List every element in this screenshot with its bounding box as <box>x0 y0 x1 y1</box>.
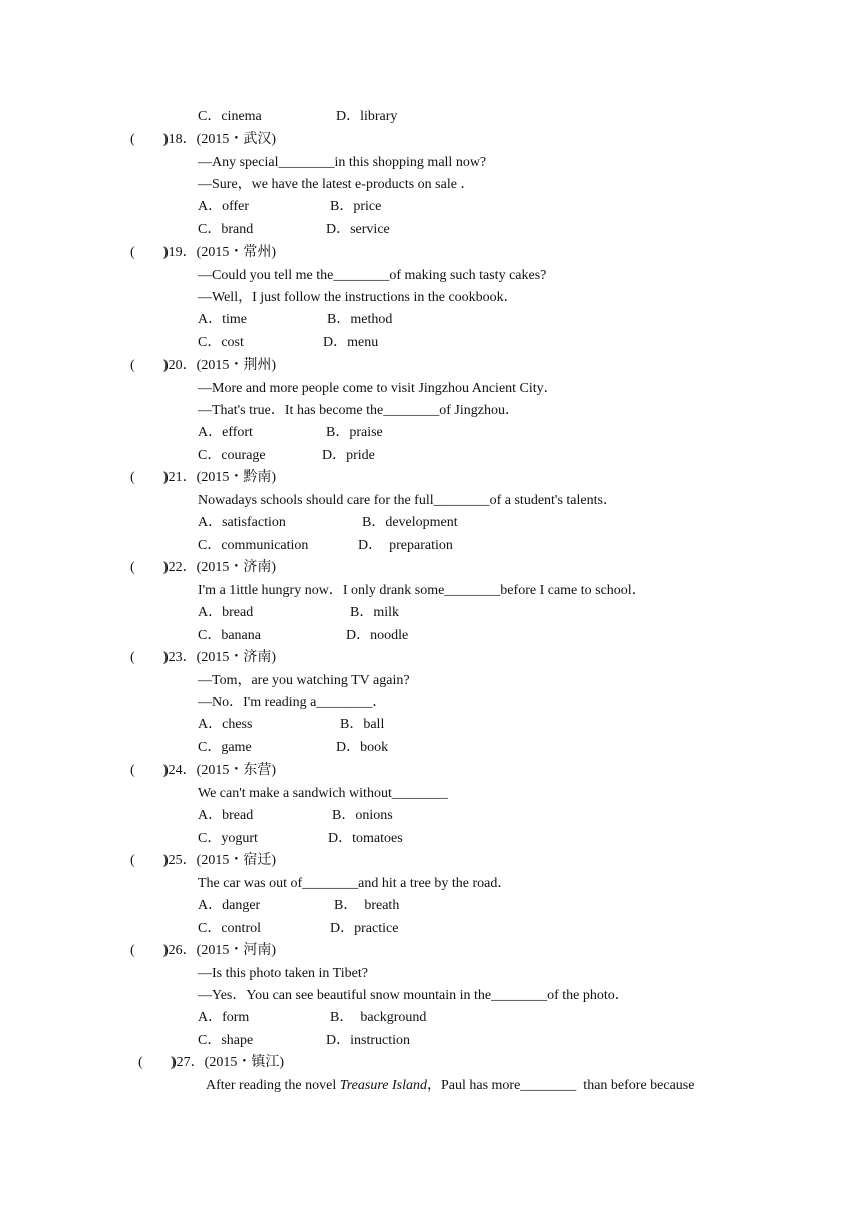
option-d: D．menu <box>323 334 379 350</box>
answer-paren: ( ) <box>130 132 168 147</box>
option-d: D．pride <box>322 447 375 463</box>
option-c: C．control <box>198 920 261 936</box>
question-header: )27．(2015・镇江) <box>172 1055 284 1070</box>
option-c: C．cinema <box>198 109 262 124</box>
option-b: B． background <box>330 1010 427 1025</box>
option-a: A．danger <box>198 898 261 913</box>
option-d: D．practice <box>330 920 399 936</box>
answer-paren: ( ) <box>130 943 168 958</box>
novel-title: Treasure Island <box>339 1078 427 1093</box>
answer-paren: ( ) <box>130 650 168 665</box>
question-header: )23．(2015・济南) <box>164 650 276 665</box>
option-b: B．milk <box>350 605 400 620</box>
option-a: A．chess <box>198 717 253 732</box>
question-line: I'm a 1ittle hungry now．I only drank some________before I came to school． <box>198 583 646 598</box>
question-line: —More and more people come to visit Jingzhou Ancient City． <box>198 381 558 396</box>
question-line: The car was out of________and hit a tree by the road． <box>198 876 512 891</box>
question-line: —That's true．It has become the________of Jingzhou． <box>198 403 519 418</box>
question-line: —Tom，are you watching TV again? <box>198 673 410 688</box>
answer-paren: ( ) <box>130 358 168 373</box>
option-d: D．library <box>336 109 398 124</box>
option-a: A．time <box>198 312 247 327</box>
option-c: C．game <box>198 739 252 755</box>
option-b: B．method <box>327 312 393 327</box>
option-a: A．bread <box>198 605 254 620</box>
question-line: —Sure，we have the latest e-products on sale ． <box>198 177 475 192</box>
option-d: D．instruction <box>326 1032 410 1048</box>
question-header: )26．(2015・河南) <box>164 943 276 958</box>
option-b: B．onions <box>332 808 393 823</box>
question-line: —Yes．You can see beautiful snow mountain in the________of the photo． <box>198 988 629 1003</box>
question-header: )25．(2015・宿迁) <box>164 853 276 868</box>
option-c: C．communication <box>198 537 309 553</box>
option-c: C．brand <box>198 221 254 237</box>
option-c: C．shape <box>198 1032 254 1048</box>
question-line: —Is this photo taken in Tibet? <box>198 966 368 981</box>
question-line: Nowadays schools should care for the full________of a student's talents． <box>198 493 617 508</box>
stem-post: ，Paul has more________ than before because <box>426 1078 695 1093</box>
question-line: —Could you tell me the________of making such tasty cakes? <box>198 268 547 283</box>
question-stem <box>206 1078 694 1094</box>
option-c: C．cost <box>198 334 244 350</box>
question-line: —Any special________in this shopping mall now? <box>198 155 487 170</box>
answer-paren: ( ) <box>130 763 168 778</box>
question-line: We can't make a sandwich without________ <box>198 786 448 801</box>
question-header: )20．(2015・荆州) <box>164 358 276 373</box>
option-b: B． breath <box>334 898 400 913</box>
option-d: D．tomatoes <box>328 830 403 846</box>
option-c: C．yogurt <box>198 830 258 846</box>
question-header: )21．(2015・黔南) <box>164 470 276 485</box>
option-d: D．book <box>336 739 389 755</box>
option-c: C．banana <box>198 627 261 643</box>
option-d: D．noodle <box>346 627 409 643</box>
question-line: —Well，I just follow the instructions in the cookbook． <box>198 290 518 305</box>
option-b: B．ball <box>340 717 385 732</box>
option-b: B．price <box>330 199 382 214</box>
option-a: A．effort <box>198 425 253 440</box>
question-header: )18．(2015・武汉) <box>164 132 276 147</box>
option-c: C．courage <box>198 447 266 463</box>
question-line: —No．I'm reading a________． <box>198 695 387 710</box>
option-a: A．offer <box>198 199 250 214</box>
stem-pre: After reading the novel <box>206 1078 340 1093</box>
question-header: )19．(2015・常州) <box>164 245 276 260</box>
option-b: B．development <box>362 515 458 530</box>
option-d: D．service <box>326 221 390 237</box>
option-a: A．satisfaction <box>198 515 286 530</box>
option-d: D． preparation <box>358 537 453 553</box>
answer-paren: ( ) <box>130 245 168 260</box>
answer-paren: ( ) <box>130 560 168 575</box>
question-header: )22．(2015・济南) <box>164 560 276 575</box>
answer-paren: ( ) <box>130 853 168 868</box>
question-header: )24．(2015・东营) <box>164 763 276 778</box>
option-a: A．form <box>198 1010 250 1025</box>
answer-paren: ( ) <box>138 1055 176 1070</box>
option-a: A．bread <box>198 808 254 823</box>
option-b: B．praise <box>326 425 383 440</box>
answer-paren: ( ) <box>130 470 168 485</box>
